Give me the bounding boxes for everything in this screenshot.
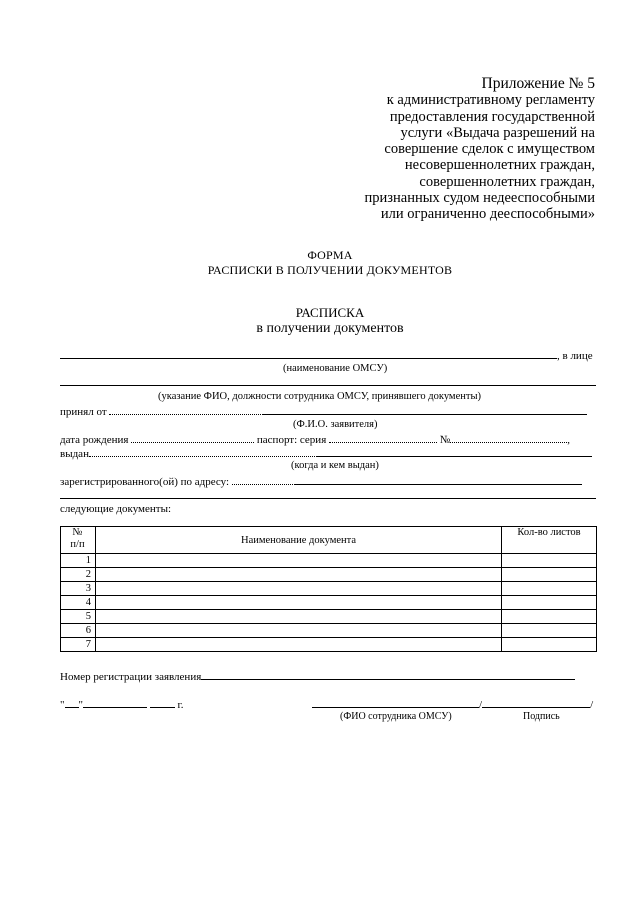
- birth-passport-line: [60, 432, 596, 447]
- following-docs: [60, 503, 596, 516]
- appendix-line: предоставления государственной: [389, 108, 595, 125]
- date-month-field[interactable]: [83, 697, 147, 708]
- issued-line: [60, 446, 596, 461]
- comma: ,: [567, 434, 571, 446]
- doc-name-cell[interactable]: [96, 624, 502, 638]
- table-header-row: [61, 527, 597, 554]
- reg-number-field[interactable]: [201, 669, 575, 680]
- table-row: [61, 610, 597, 624]
- signature-line: [312, 697, 602, 712]
- table-row: [61, 638, 597, 652]
- doc-name-cell[interactable]: [96, 582, 502, 596]
- address-field-part2[interactable]: [295, 474, 582, 485]
- registered-label: зарегистрированного(ой) по адресу:: [60, 476, 230, 488]
- applicant-caption: (Ф.И.О. заявителя): [293, 419, 378, 430]
- year-suffix: г.: [177, 699, 184, 711]
- reg-number-label: Номер регистрации заявления: [60, 671, 202, 683]
- employee-field[interactable]: [60, 375, 596, 386]
- doc-count-cell[interactable]: [502, 624, 597, 638]
- slash: /: [479, 699, 483, 711]
- receipt-subtitle: в получении документов: [256, 321, 404, 336]
- passport-number-field[interactable]: [450, 432, 567, 443]
- issued-field-part1[interactable]: [89, 446, 317, 457]
- date-quote-close: ": [78, 699, 83, 711]
- birth-date-field[interactable]: [131, 432, 254, 443]
- address-field-part1[interactable]: [232, 474, 295, 485]
- reg-number-line: [60, 669, 596, 684]
- doc-count-cell[interactable]: [502, 554, 597, 568]
- appendix-header: [365, 76, 596, 223]
- doc-count-cell[interactable]: [502, 610, 597, 624]
- documents-table: [60, 526, 597, 652]
- address-line: [60, 474, 596, 489]
- omsu-name-field[interactable]: [60, 348, 557, 359]
- row-number: 6: [61, 624, 96, 638]
- accepted-from-line: [60, 404, 596, 419]
- passport-series-label: паспорт: серия: [256, 434, 327, 446]
- appendix-line: к административному регламенту: [386, 92, 595, 109]
- col-num-label-1: №: [72, 527, 83, 538]
- doc-count-cell[interactable]: [502, 568, 597, 582]
- applicant-field-part1[interactable]: [109, 404, 263, 415]
- doc-name-cell[interactable]: [96, 610, 502, 624]
- issued-caption: (когда и кем выдан): [291, 460, 379, 471]
- employee-name-caption: (ФИО сотрудника ОМСУ): [340, 711, 452, 722]
- employee-line: [60, 375, 596, 390]
- table-row: [61, 554, 597, 568]
- form-heading: [60, 248, 600, 277]
- passport-series-field[interactable]: [329, 432, 437, 443]
- date-quote-open: ": [60, 699, 65, 711]
- date-year-field[interactable]: [150, 697, 175, 708]
- doc-name-cell[interactable]: [96, 638, 502, 652]
- address-field-cont[interactable]: [60, 488, 596, 499]
- table-row: [61, 582, 597, 596]
- employee-name-field[interactable]: [312, 697, 479, 708]
- appendix-line: или ограниченно дееспособными»: [380, 206, 595, 223]
- col-count-header: Кол-во листов: [502, 527, 597, 554]
- table-row: [61, 568, 597, 582]
- accepted-from-label: принял от: [60, 406, 107, 418]
- form-heading-line1: ФОРМА: [307, 248, 353, 262]
- appendix-line: признанных судом недееспособными: [364, 190, 595, 207]
- col-name-header: Наименование документа: [96, 527, 502, 554]
- signature-field[interactable]: [482, 697, 590, 708]
- col-num-label-2: п/п: [70, 539, 85, 550]
- omsu-caption: (наименование ОМСУ): [283, 363, 388, 374]
- number-sign: №: [439, 434, 451, 446]
- employee-caption: (указание ФИО, должности сотрудника ОМСУ, принявшего документы): [158, 391, 481, 402]
- receipt-heading: [60, 305, 600, 337]
- date-day-field[interactable]: [65, 697, 79, 708]
- col-num-header: [61, 527, 96, 554]
- doc-count-cell[interactable]: [502, 596, 597, 610]
- receipt-title: РАСПИСКА: [295, 305, 365, 320]
- row-number: 2: [61, 568, 96, 582]
- address-line-2: [60, 488, 596, 503]
- row-number: 7: [61, 638, 96, 652]
- in-person-suffix: , в лице: [557, 350, 593, 362]
- table-row: [61, 624, 597, 638]
- applicant-field-part2[interactable]: [263, 404, 587, 415]
- following-docs-label: следующие документы:: [60, 503, 172, 515]
- row-number: 5: [61, 610, 96, 624]
- doc-count-cell[interactable]: [502, 582, 597, 596]
- appendix-line: совершеннолетних граждан,: [419, 173, 595, 190]
- issued-label: выдан: [60, 448, 89, 460]
- row-number: 1: [61, 554, 96, 568]
- doc-name-cell[interactable]: [96, 596, 502, 610]
- issued-field-part2[interactable]: [317, 446, 592, 457]
- row-number: 3: [61, 582, 96, 596]
- row-number: 4: [61, 596, 96, 610]
- appendix-title: Приложение № 5: [481, 75, 595, 92]
- doc-name-cell[interactable]: [96, 568, 502, 582]
- appendix-line: совершение сделок с имуществом: [384, 141, 595, 158]
- doc-name-cell[interactable]: [96, 554, 502, 568]
- birth-date-label: дата рождения: [60, 434, 129, 446]
- appendix-line: услуги «Выдача разрешений на: [400, 124, 595, 141]
- form-heading-line2: РАСПИСКИ В ПОЛУЧЕНИИ ДОКУМЕНТОВ: [207, 262, 453, 277]
- doc-count-cell[interactable]: [502, 638, 597, 652]
- omsu-line: [60, 348, 596, 363]
- table-row: [61, 596, 597, 610]
- signature-caption: Подпись: [523, 711, 560, 722]
- slash-end: /: [590, 699, 594, 711]
- appendix-line: несовершеннолетних граждан,: [404, 157, 595, 174]
